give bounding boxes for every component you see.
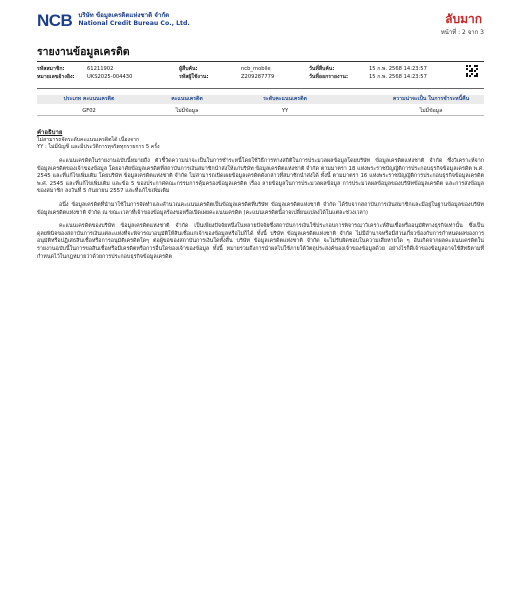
repayment-probability-value: ไม่มีข้อมูล (419, 108, 443, 114)
explanation-paragraph-2: อนึ่ง ข้อมูลเครดิตที่นำมาใช้ในการจัดทำและคำนวณคะแนนเครดิตเป็นข้อมูลเครดิตที่บริษัท ข้อมูลเครดิตแห่งชาติ จำกัด ได้รับจากสถาบันการเงินสมาชิกและมีอยู่ในฐานข้อมูลของบริษัท ข้อมูลเครดิตแห่งชาติ จำกัด ณ ขณะเวลาที่เจ้าของข้อมูลร้องขอหรือเปิดเผยคะแนนเครดิต (คะแนนเครดิตนี้อาจเปลี่ยนแปลงได้ในแต่ละช่วงเวลา) (37, 201, 484, 216)
inquiry-date-value: 15 ก.พ. 2568 14:23:57 (369, 66, 427, 72)
report-meta (37, 65, 484, 87)
meta-divider (37, 88, 484, 89)
member-label: รหัสสมาชิก: (37, 66, 65, 72)
explanation-paragraph-3: คะแนนเครดิตของบริษัท ข้อมูลเครดิตแห่งชาติ จำกัด เป็นเพียงปัจจัยหนึ่งในหลายปัจจัยซึ่งสถาบันการเงินใช้ประกอบการพิจารณาวิเคราะห์สินเชื่อหรืออนุมัติทางธุรกิจเท่านั้น ซึ่งเป็นดุลยพินิจของสถาบันการเงินแต่ละแห่งที่จะพิจารณาอนุมัติให้สินเชื่อแก่เจ้าของข้อมูลหรือไม่ก็ได้ ทั้งนี้ บริษัท ข้อมูลเครดิตแห่งชาติ จำกัด ไม่มีอำนาจหรือมีส่วนเกี่ยวข้องกับการกำหนดผลของการอนุมัติหรือปฏิเสธสินเชื่อหรือการอนุมัติเครดิตใดๆ ต่อผู้ขอของสถาบันการเงินใดทั้งสิ้น บริษัท ข้อมูลเครดิตแห่งชาติ จำกัด จะไม่รับผิดชอบในความเสียหายใด ๆ อันเกิดจากผลคะแนนเครดิตในรายงานฉบับนี้ในการขอสินเชื่อหรือมีเครดิตหรือการอื่นใดของเจ้าของข้อมูล ทั้งนี้ หมายรวมถึงการนำผลไปใช้ภายใต้วัตถุประสงค์ของเจ้าของข้อมูลด้วย อย่างไรก็ดีเจ้าของข้อมูลอาจใช้สิทธิตามที่กำหนดไว้ในกฎหมายว่าด้วยการประกอบธุรกิจข้อมูลเครดิต (37, 223, 484, 260)
score-type-value: GF02 (82, 108, 96, 114)
reference-value: UKS2025-004430 (87, 74, 133, 80)
report-header (37, 10, 484, 44)
user-id-label: รหัสผู้ใช้งาน: (179, 74, 209, 80)
credit-score-summary (37, 95, 484, 121)
score-level-value: YY (281, 108, 289, 114)
user-id-value: Z209287779 (241, 74, 275, 80)
explanation-code: YY : ไม่มีบัญชี และมีประวัติการทุจริตทุกรายการ 5 ครั้ง (37, 144, 160, 150)
title-divider (37, 61, 484, 62)
report-title: รายงานข้อมูลเครดิต (37, 46, 130, 58)
credit-score-value: ไม่มีข้อมูล (175, 108, 199, 114)
company-name-en: National Credit Bureau Co., Ltd. (78, 20, 190, 27)
summary-header-row (37, 95, 484, 104)
print-date-value: 15 ก.พ. 2568 14:23:57 (369, 74, 427, 80)
reference-label: หมายเลขอ้างอิง: (37, 74, 75, 80)
page-number: หน้าที่ : 2 จาก 3 (440, 29, 484, 36)
print-date-label: วันที่ออกรายงาน: (309, 74, 349, 80)
explanation-paragraph-1: คะแนนเครดิตในรายงานฉบับนี้หมายถึง ตัวชี้วัดความน่าจะเป็นในการชำระหนี้โดยใช้วิธีการทางสถิติในการประมวลผลข้อมูลโดยบริษัท ข้อมูลเครดิตแห่งชาติ จำกัด ซึ่งวิเคราะห์จากข้อมูลเครดิตของเจ้าของข้อมูล โดยอาศัยข้อมูลเครดิตที่สถาบันการเงินสมาชิกนำส่งให้แก่บริษัท ข้อมูลเครดิตแห่งชาติ จำกัด ตามมาตรา 18 แห่งพระราชบัญญัติการประกอบธุรกิจข้อมูลเครดิต พ.ศ. 2545 และที่แก้ไขเพิ่มเติม โดยบริษัท ข้อมูลเครดิตแห่งชาติ จำกัด ไม่สามารถเปิดเผยข้อมูลเครดิตดังกล่าวที่สมาชิกนำส่งได้ ทั้งนี้ ตามมาตรา 16 แห่งพระราชบัญญัติการประกอบธุรกิจข้อมูลเครดิต พ.ศ. 2545 และที่แก้ไขเพิ่มเติม และข้อ 5 ของประกาศคณะกรรมการคุ้มครองข้อมูลเครดิต เรื่อง ลายข้อมูลในการประมวลผลข้อมูล การประมวลผลข้อมูลของบริษัทข้อมูลเครดิต และการส่งข้อมูลของสมาชิก ลงวันที่ 5 กันยายน 2557 และที่แก้ไขเพิ่มเติม (37, 158, 484, 195)
qr-code-icon (466, 65, 478, 77)
explanation-note: ไม่สามารถจัดระดับคะแนนเครดิตได้ เนื่องจาก (37, 137, 140, 143)
logo-text: NCB (37, 11, 73, 30)
company-name (78, 12, 189, 28)
company-name-th: บริษัท ข้อมูลเครดิตแห่งชาติ จำกัด (78, 12, 170, 19)
ncb-logo (37, 12, 190, 30)
inquiry-date-label: วันที่สืบค้น: (309, 66, 335, 72)
score-type-header: ประเภท คะแนนเครดิต (63, 96, 115, 102)
score-level-header: ระดับคะแนนเครดิต (263, 96, 307, 102)
confidential-label: ลับมาก (445, 12, 482, 26)
user-label: ผู้สืบค้น: (179, 66, 198, 72)
credit-score-header: คะแนนเครดิต (171, 96, 203, 102)
summary-value-row (37, 107, 484, 116)
section-title: คำอธิบาย (37, 129, 63, 136)
member-value: 61211902 (87, 66, 114, 72)
repayment-probability-header: ความน่าจะเป็น ในการชำระหนี้คืน (392, 96, 470, 102)
user-value: ncb_mobile (241, 66, 271, 72)
